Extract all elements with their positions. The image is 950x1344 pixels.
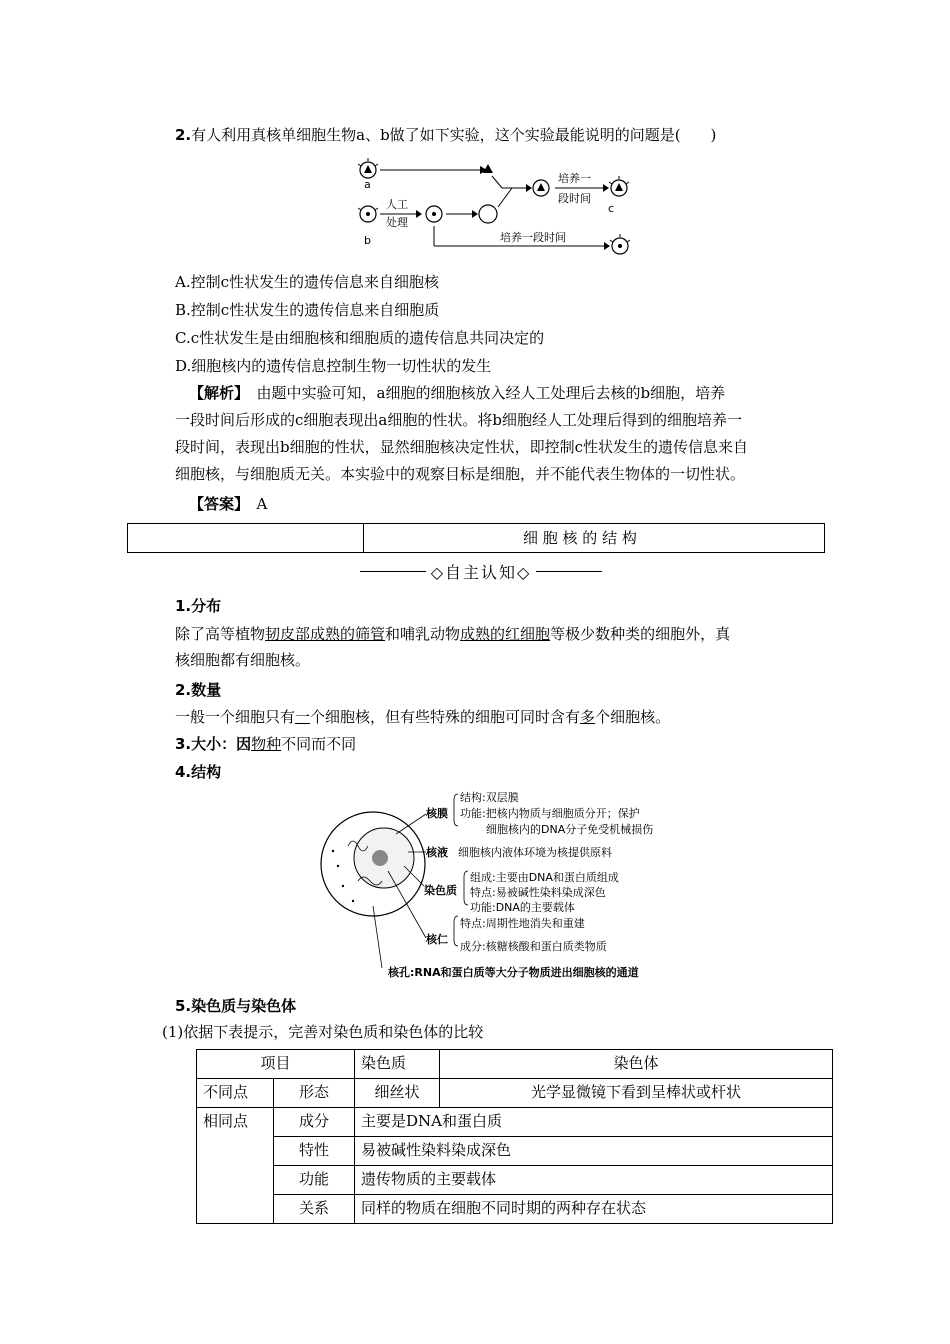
header-item: 项目 <box>197 1050 355 1079</box>
header-chromatin: 染色质 <box>355 1050 440 1079</box>
dist-line-1: 除了高等植物韧皮部成熟的筛管和哺乳动物成熟的红细胞等极少数种类的细胞外，真 <box>175 625 731 643</box>
band-title: ◇自主认知◇ <box>430 563 532 582</box>
row-merged: 遗传物质的主要载体 <box>355 1166 833 1195</box>
row-key: 特性 <box>274 1137 355 1166</box>
culture-short-2: 段时间 <box>558 192 591 205</box>
table-row <box>197 1108 833 1137</box>
analysis-line-1: 【解析】 由题中实验可知，a细胞的细胞核放入经人工处理后去核的b细胞，培养 <box>189 384 726 402</box>
dist-line-2: 核细胞都有细胞核。 <box>175 651 311 669</box>
env-structure: 结构:双层膜 <box>460 791 519 804</box>
table-header-row <box>197 1050 833 1079</box>
analysis-line-2: 一段时间后形成的c细胞表现出a细胞的性状。将b细胞经人工处理后得到的细胞培养一 <box>175 411 742 429</box>
label-b: b <box>364 234 371 247</box>
nucleus-illustration-icon <box>321 812 425 916</box>
option-d: D.细胞核内的遗传信息控制生物一切性状的发生 <box>175 357 492 375</box>
count-title: 2.数量 <box>175 681 222 699</box>
answer-line <box>189 494 267 514</box>
table-row <box>197 1195 833 1224</box>
row-merged: 易被碱性染料染成深色 <box>355 1137 833 1166</box>
option-b: B.控制c性状发生的遗传信息来自细胞质 <box>175 301 440 319</box>
section-title: 细 胞 核 的 结 构 <box>523 529 637 547</box>
label-pore: 核孔:RNA和蛋白质等大分子物质进出细胞核的通道 <box>388 966 639 979</box>
env-function-2: 细胞核内的DNA分子免受机械损伤 <box>486 823 654 836</box>
cell-b-icon <box>358 206 378 222</box>
header-chromosome: 染色体 <box>440 1050 833 1079</box>
cell-c-icon <box>609 176 629 196</box>
nuc-comp: 成分:核糖核酸和蛋白质类物质 <box>460 940 607 953</box>
row-merged: 主要是DNA和蛋白质 <box>355 1108 833 1137</box>
nuc-feat: 特点:周期性地消失和重建 <box>460 917 585 930</box>
artificial-1: 人工 <box>386 198 408 211</box>
analysis-line-4: 细胞核，与细胞质无关。本实验中的观察目标是细胞，并不能代表生物体的一切性状。 <box>175 465 746 483</box>
option-c: C.c性状发生是由细胞核和细胞质的遗传信息共同决定的 <box>175 329 545 347</box>
answer-label: 【答案】 <box>189 495 242 513</box>
culture-short-1: 培养一 <box>558 172 591 185</box>
chr-feat: 特点:易被碱性染料染成深色 <box>470 886 606 899</box>
table-row <box>197 1079 833 1108</box>
option-a: A.控制c性状发生的遗传信息来自细胞核 <box>175 273 440 291</box>
chr-func: 功能:DNA的主要载体 <box>470 901 575 914</box>
struct-title: 4.结构 <box>175 763 222 781</box>
nucleus-structure-diagram <box>318 786 663 981</box>
chrom-title: 5.染色质与染色体 <box>175 997 297 1015</box>
label-envelope: 核膜 <box>426 807 448 820</box>
label-nucleolus: 核仁 <box>426 933 448 946</box>
dist-title: 1.分布 <box>175 597 222 615</box>
label-a: a <box>364 178 371 191</box>
label-nucleoplasm: 核液 <box>426 846 448 859</box>
answer-value: A <box>256 495 268 513</box>
nucleoplasm-desc: 细胞核内液体环境为核提供原料 <box>458 846 612 859</box>
row-key: 关系 <box>274 1195 355 1224</box>
experiment-diagram <box>350 152 640 262</box>
question-stem: 2.有人利用真核单细胞生物a、b做了如下实验，这个实验最能说明的问题是( ) <box>175 126 717 144</box>
analysis-line-3: 段时间，表现出b细胞的性状，显然细胞核决定性状，即控制c性状发生的遗传信息来自 <box>175 438 749 456</box>
size-line: 3.大小：因物种不同而不同 <box>175 735 357 753</box>
label-c: c <box>608 202 615 215</box>
band-line-right <box>536 571 602 572</box>
table-row <box>197 1137 833 1166</box>
culture-long: 培养一段时间 <box>500 231 566 244</box>
comparison-table <box>196 1049 833 1224</box>
section-header-box <box>127 523 825 553</box>
chr-comp: 组成:主要由DNA和蛋白质组成 <box>470 871 619 884</box>
label-chromatin: 染色质 <box>424 884 457 897</box>
artificial-2: 处理 <box>386 216 408 229</box>
row-key: 功能 <box>274 1166 355 1195</box>
row-key: 形态 <box>274 1079 355 1108</box>
table-row <box>197 1166 833 1195</box>
chrom-subtitle: (1)依据下表提示，完善对染色质和染色体的比较 <box>162 1023 484 1041</box>
env-function-1: 功能:把核内物质与细胞质分开；保护 <box>460 807 640 820</box>
diff-label: 不同点 <box>197 1079 274 1108</box>
row-chromosome: 光学显微镜下看到呈棒状或杆状 <box>440 1079 833 1108</box>
row-merged: 同样的物质在细胞不同时期的两种存在状态 <box>355 1195 833 1224</box>
same-label: 相同点 <box>197 1108 274 1224</box>
cell-a-icon <box>358 158 378 178</box>
row-chromatin: 细丝状 <box>355 1079 440 1108</box>
count-line: 一般一个细胞只有一个细胞核，但有些特殊的细胞可同时含有多个细胞核。 <box>175 708 671 726</box>
analysis-label: 【解析】 <box>189 384 242 402</box>
row-key: 成分 <box>274 1108 355 1137</box>
question-number: 2. <box>175 126 192 144</box>
